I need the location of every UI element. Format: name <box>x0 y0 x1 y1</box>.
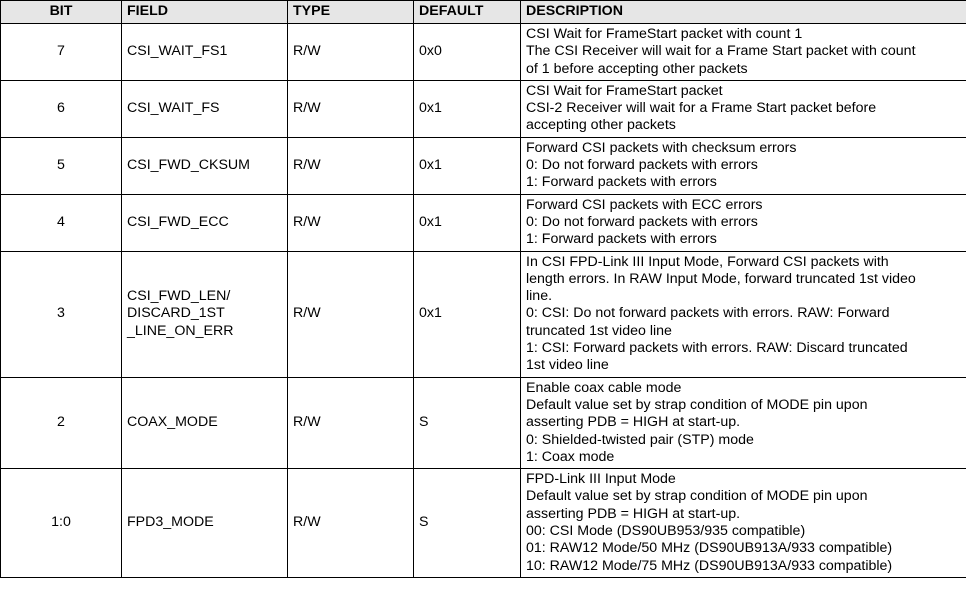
description-line: Default value set by strap condition of MODE pin upon <box>526 396 868 413</box>
field-name-line: CSI_WAIT_FS <box>127 100 220 117</box>
bit-cell: 3 <box>1 251 122 377</box>
default-cell: 0x0 <box>414 24 521 81</box>
table-row <box>1 24 966 81</box>
table-row <box>1 377 966 468</box>
bit-cell: 6 <box>1 80 122 137</box>
description-line: In CSI FPD-Link III Input Mode, Forward CSI packets with <box>526 253 889 270</box>
description-line: 1: Coax mode <box>526 448 615 465</box>
default-cell: S <box>414 377 521 468</box>
field-cell <box>122 469 288 578</box>
type-cell: R/W <box>288 137 414 194</box>
default-cell: 0x1 <box>414 137 521 194</box>
type-cell: R/W <box>288 80 414 137</box>
description-line: CSI-2 Receiver will wait for a Frame Start packet before <box>526 100 877 117</box>
type-cell: R/W <box>288 194 414 251</box>
table-row <box>1 469 966 578</box>
description-line: 1: CSI: Forward packets with errors. RAW: Discard truncated <box>526 340 908 357</box>
header-row <box>1 1 966 24</box>
type-cell: R/W <box>288 377 414 468</box>
field-cell <box>122 251 288 377</box>
field-cell <box>122 377 288 468</box>
description-line: 01: RAW12 Mode/50 MHz (DS90UB913A/933 compatible) <box>526 540 893 557</box>
description-cell <box>521 137 966 194</box>
header-description: DESCRIPTION <box>521 1 966 24</box>
description-line: of 1 before accepting other packets <box>526 60 748 77</box>
bit-cell: 2 <box>1 377 122 468</box>
description-line: 00: CSI Mode (DS90UB953/935 compatible) <box>526 523 806 540</box>
description-line: CSI Wait for FrameStart packet with count 1 <box>526 26 803 42</box>
description-line: 0: Shielded-twisted pair (STP) mode <box>526 431 754 448</box>
bit-cell: 5 <box>1 137 122 194</box>
description-line: Forward CSI packets with checksum errors <box>526 139 797 156</box>
table-row <box>1 137 966 194</box>
description-line: 0: CSI: Do not forward packets with errors. RAW: Forward <box>526 305 890 322</box>
field-cell <box>122 24 288 81</box>
type-cell: R/W <box>288 469 414 578</box>
field-name-line: CSI_WAIT_FS1 <box>127 43 228 60</box>
description-line: Default value set by strap condition of MODE pin upon <box>526 488 868 505</box>
description-line: The CSI Receiver will wait for a Frame Start packet with count <box>526 43 916 60</box>
description-line: CSI Wait for FrameStart packet <box>526 82 723 99</box>
description-line: truncated 1st video line <box>526 322 672 339</box>
field-name-line: COAX_MODE <box>127 414 218 431</box>
bit-cell: 4 <box>1 194 122 251</box>
bit-cell: 7 <box>1 24 122 81</box>
field-name-line: CSI_FWD_CKSUM <box>127 157 250 174</box>
description-line: 0: Do not forward packets with errors <box>526 213 758 230</box>
field-name-line: CSI_FWD_LEN/ <box>127 288 231 305</box>
header-default: DEFAULT <box>414 1 521 24</box>
field-cell <box>122 137 288 194</box>
description-line: line. <box>526 288 553 305</box>
description-cell <box>521 377 966 468</box>
description-line: accepting other packets <box>526 117 676 134</box>
description-line: 1: Forward packets with errors <box>526 231 717 248</box>
description-line: 10: RAW12 Mode/75 MHz (DS90UB913A/933 compatible) <box>526 557 893 574</box>
type-cell: R/W <box>288 24 414 81</box>
description-line: asserting PDB = HIGH at start-up. <box>526 414 741 431</box>
description-line: 1st video line <box>526 357 609 374</box>
description-cell <box>521 194 966 251</box>
description-line: asserting PDB = HIGH at start-up. <box>526 505 741 522</box>
default-cell: 0x1 <box>414 194 521 251</box>
field-cell <box>122 80 288 137</box>
default-cell: 0x1 <box>414 80 521 137</box>
description-line: Forward CSI packets with ECC errors <box>526 196 763 213</box>
description-line: FPD-Link III Input Mode <box>526 471 676 488</box>
field-cell <box>122 194 288 251</box>
header-field: FIELD <box>122 1 288 24</box>
bit-cell: 1:0 <box>1 469 122 578</box>
table-row <box>1 80 966 137</box>
default-cell: S <box>414 469 521 578</box>
table-row <box>1 251 966 377</box>
description-cell <box>521 469 966 578</box>
description-line: Enable coax cable mode <box>526 379 682 396</box>
field-name-line: FPD3_MODE <box>127 514 214 531</box>
type-cell: R/W <box>288 251 414 377</box>
header-type: TYPE <box>288 1 414 24</box>
field-name-line: _LINE_ON_ERR <box>127 322 234 339</box>
default-cell: 0x1 <box>414 251 521 377</box>
description-line: 1: Forward packets with errors <box>526 174 717 191</box>
field-name-line: CSI_FWD_ECC <box>127 213 229 230</box>
header-bit: BIT <box>1 1 122 24</box>
description-cell <box>521 251 966 377</box>
description-cell <box>521 24 966 81</box>
description-cell <box>521 80 966 137</box>
description-line: 0: Do not forward packets with errors <box>526 157 758 174</box>
field-name-line: DISCARD_1ST <box>127 305 225 322</box>
table-row <box>1 194 966 251</box>
description-line: length errors. In RAW Input Mode, forward truncated 1st video <box>526 270 916 287</box>
